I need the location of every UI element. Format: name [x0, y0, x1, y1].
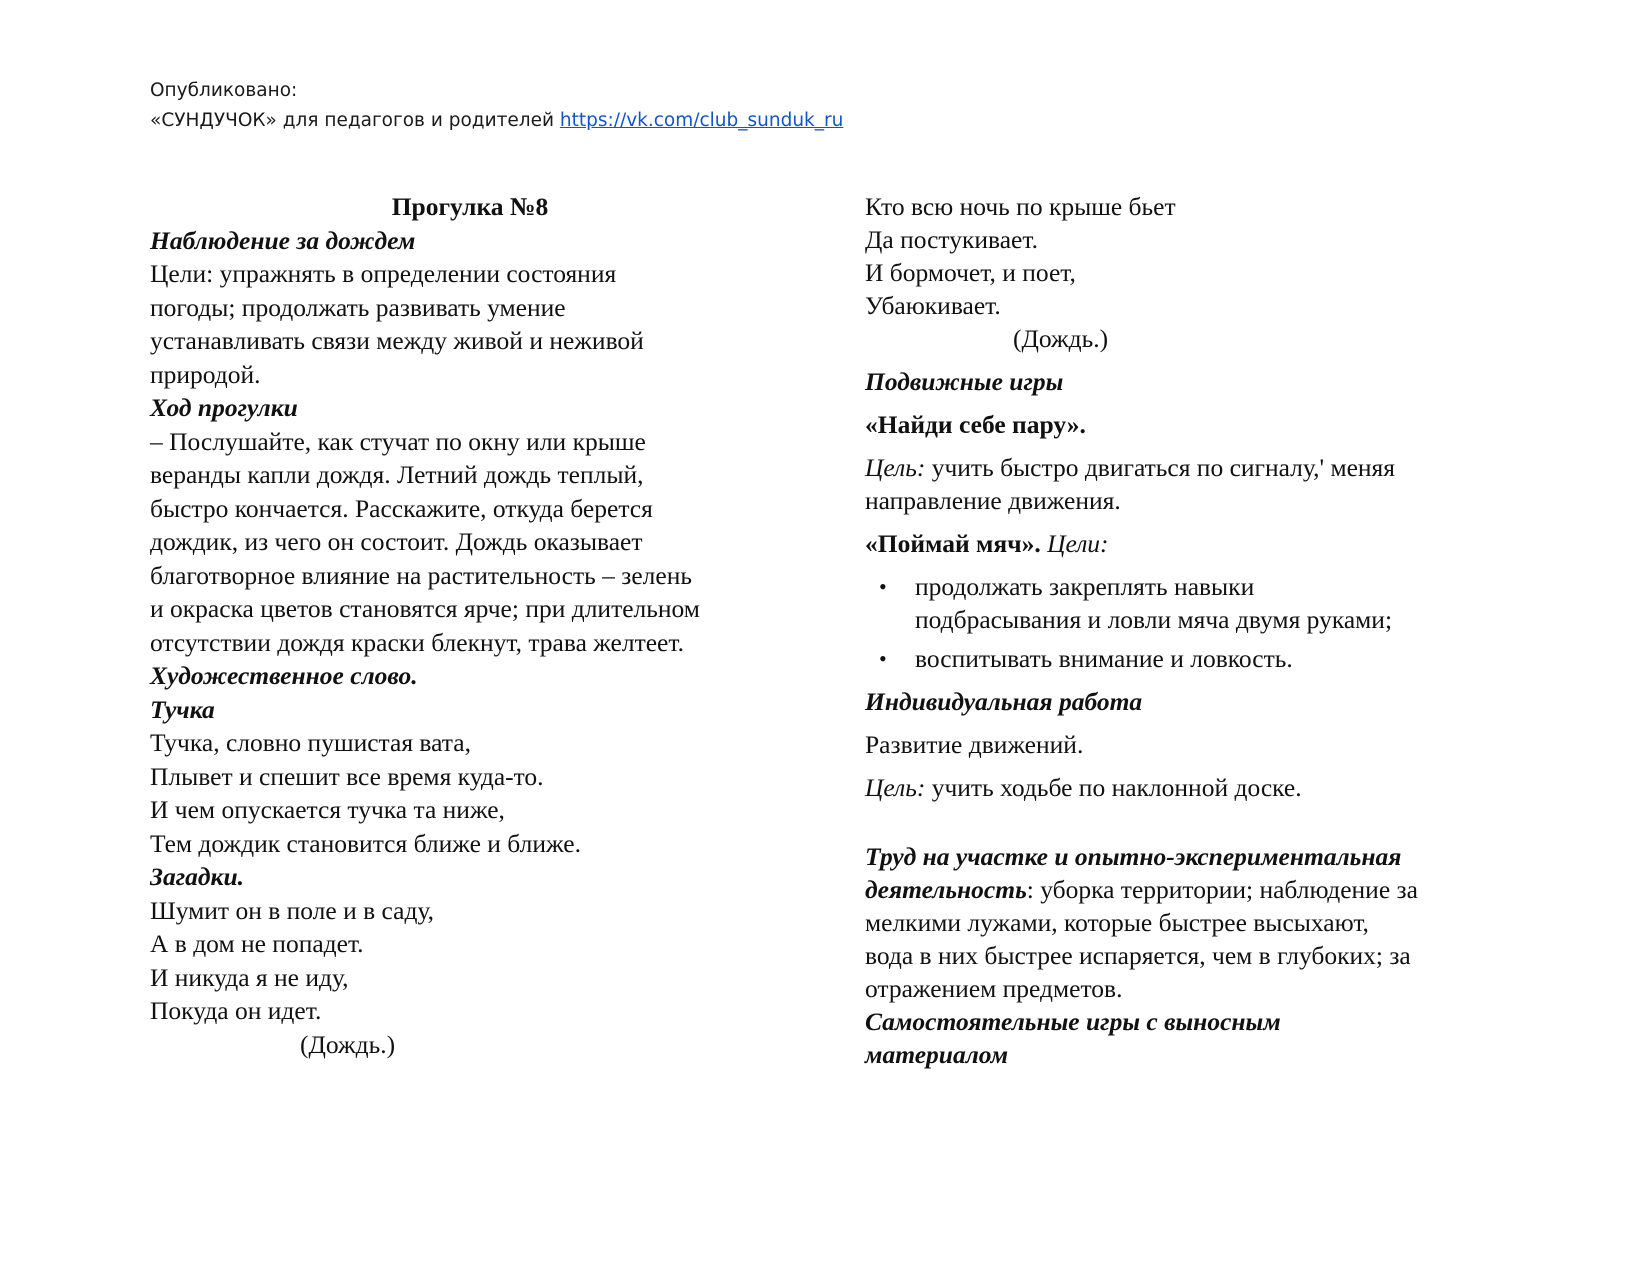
list-item: [865, 642, 1530, 675]
walk-text-line: благотворное влияние на растительность – зелень: [150, 560, 692, 590]
game1-goal-continued: направление движения.: [865, 486, 1121, 515]
labor-line: вода в них быстрее испаряется, чем в глубоких; за: [865, 941, 1411, 970]
walk-text-line: – Послушайте, как стучат по окну или крыше: [150, 426, 646, 456]
poem-line: Тем дождик становится ближе и ближе.: [150, 828, 581, 858]
goals-line: Цели: упражнять в определении состояния: [150, 259, 617, 288]
riddle-line: А в дом не попадет.: [150, 929, 364, 958]
riddle-line: Кто всю ночь по крыше бьет: [865, 192, 1176, 221]
list-item-line: воспитывать внимание и ловкость.: [915, 644, 1293, 673]
games-heading: Подвижные игры: [865, 367, 1064, 396]
labor-heading-continued: деятельность: [865, 875, 1027, 904]
riddle-answer: (Дождь.): [1013, 324, 1109, 353]
labor-line: отражением предметов.: [865, 974, 1123, 1003]
walk-text-line: веранды капли дождя. Летний дождь теплый,: [150, 460, 644, 489]
game1-goal: [865, 451, 1530, 484]
poem-line: И чем опускается тучка та ниже,: [150, 795, 505, 824]
list-item: [865, 570, 1530, 636]
source-text: «СУНДУЧОК» для педагогов и родителей: [150, 110, 554, 131]
free-play-heading: Самостоятельные игры с выносным: [865, 1007, 1281, 1036]
walk-text-line: и окраска цветов становятся ярче; при длительном: [150, 594, 700, 623]
source-line: [150, 106, 843, 136]
game1-title: «Найди себе пару».: [865, 410, 1086, 439]
labor-line: [865, 873, 1530, 906]
list-item-line: подбрасывания и ловли мяча двумя руками;: [915, 605, 1393, 634]
riddles-heading: Загадки.: [150, 862, 245, 891]
individual-goal-label: Цель:: [865, 773, 926, 802]
riddle-line: И никуда я не иду,: [150, 962, 349, 992]
individual-heading: Индивидуальная работа: [865, 687, 1143, 716]
riddle-line: Покуда он идет.: [150, 996, 322, 1025]
published-label: Опубликовано:: [150, 80, 298, 101]
riddle-line: Шумит он в поле и в саду,: [150, 895, 435, 925]
individual-text: Развитие движений.: [865, 730, 1084, 759]
bullet-icon: •: [879, 574, 887, 599]
walk-heading: Ход прогулки: [150, 393, 298, 422]
page-title: Прогулка №8: [391, 192, 549, 221]
goals-line: природой.: [150, 359, 261, 389]
goals-line: погоды; продолжать развивать умение: [150, 292, 566, 322]
riddle-line: И бормочет, и поет,: [865, 258, 1076, 287]
labor-heading: Труд на участке и опытно-экспериментальная: [865, 842, 1402, 871]
individual-goal-text: учить ходьбе по наклонной доске.: [925, 773, 1302, 802]
game2-title: «Поймай мяч».: [865, 529, 1041, 558]
riddle-line: Убаюкивает.: [865, 291, 1001, 320]
walk-text-line: дождик, из чего он состоит. Дождь оказывает: [150, 527, 643, 556]
game2-goals-label: Цели:: [1040, 529, 1109, 558]
walk-text-line: быстро кончается. Расскажите, откуда берется: [150, 493, 653, 523]
game1-goal-text: учить быстро двигаться по сигналу,' меняя: [925, 453, 1396, 482]
poem-line: Плывет и спешит все время куда-то.: [150, 761, 544, 791]
list-item-line: продолжать закреплять навыки: [915, 572, 1255, 601]
individual-goal: [865, 771, 1530, 804]
source-link[interactable]: https://vk.com/club_sunduk_ru: [559, 110, 844, 131]
poem-line: Тучка, словно пушистая вата,: [150, 728, 471, 757]
game2-heading: [865, 527, 1530, 560]
bullet-icon: •: [879, 646, 887, 671]
right-column: [865, 190, 1530, 1071]
labor-text: : уборка территории; наблюдение за: [1026, 875, 1418, 904]
publication-header: [150, 76, 843, 136]
walk-text-line: отсутствии дождя краски блекнут, трава желтеет.: [150, 627, 684, 657]
goals-line: устанавливать связи между живой и неживой: [150, 326, 644, 355]
labor-line: мелкими лужами, которые быстрее высыхают,: [865, 908, 1369, 937]
game1-goal-label: Цель:: [865, 453, 926, 482]
free-play-heading-continued: материалом: [865, 1040, 1009, 1069]
riddle-line: Да постукивает.: [865, 225, 1038, 254]
riddle-answer: (Дождь.): [300, 1029, 396, 1059]
art-heading: Художественное слово.: [150, 661, 418, 690]
game2-goal-list: [865, 570, 1530, 675]
left-column: [150, 190, 800, 1061]
observation-heading: Наблюдение за дождем: [150, 225, 416, 255]
poem-title: Тучка: [150, 694, 215, 724]
